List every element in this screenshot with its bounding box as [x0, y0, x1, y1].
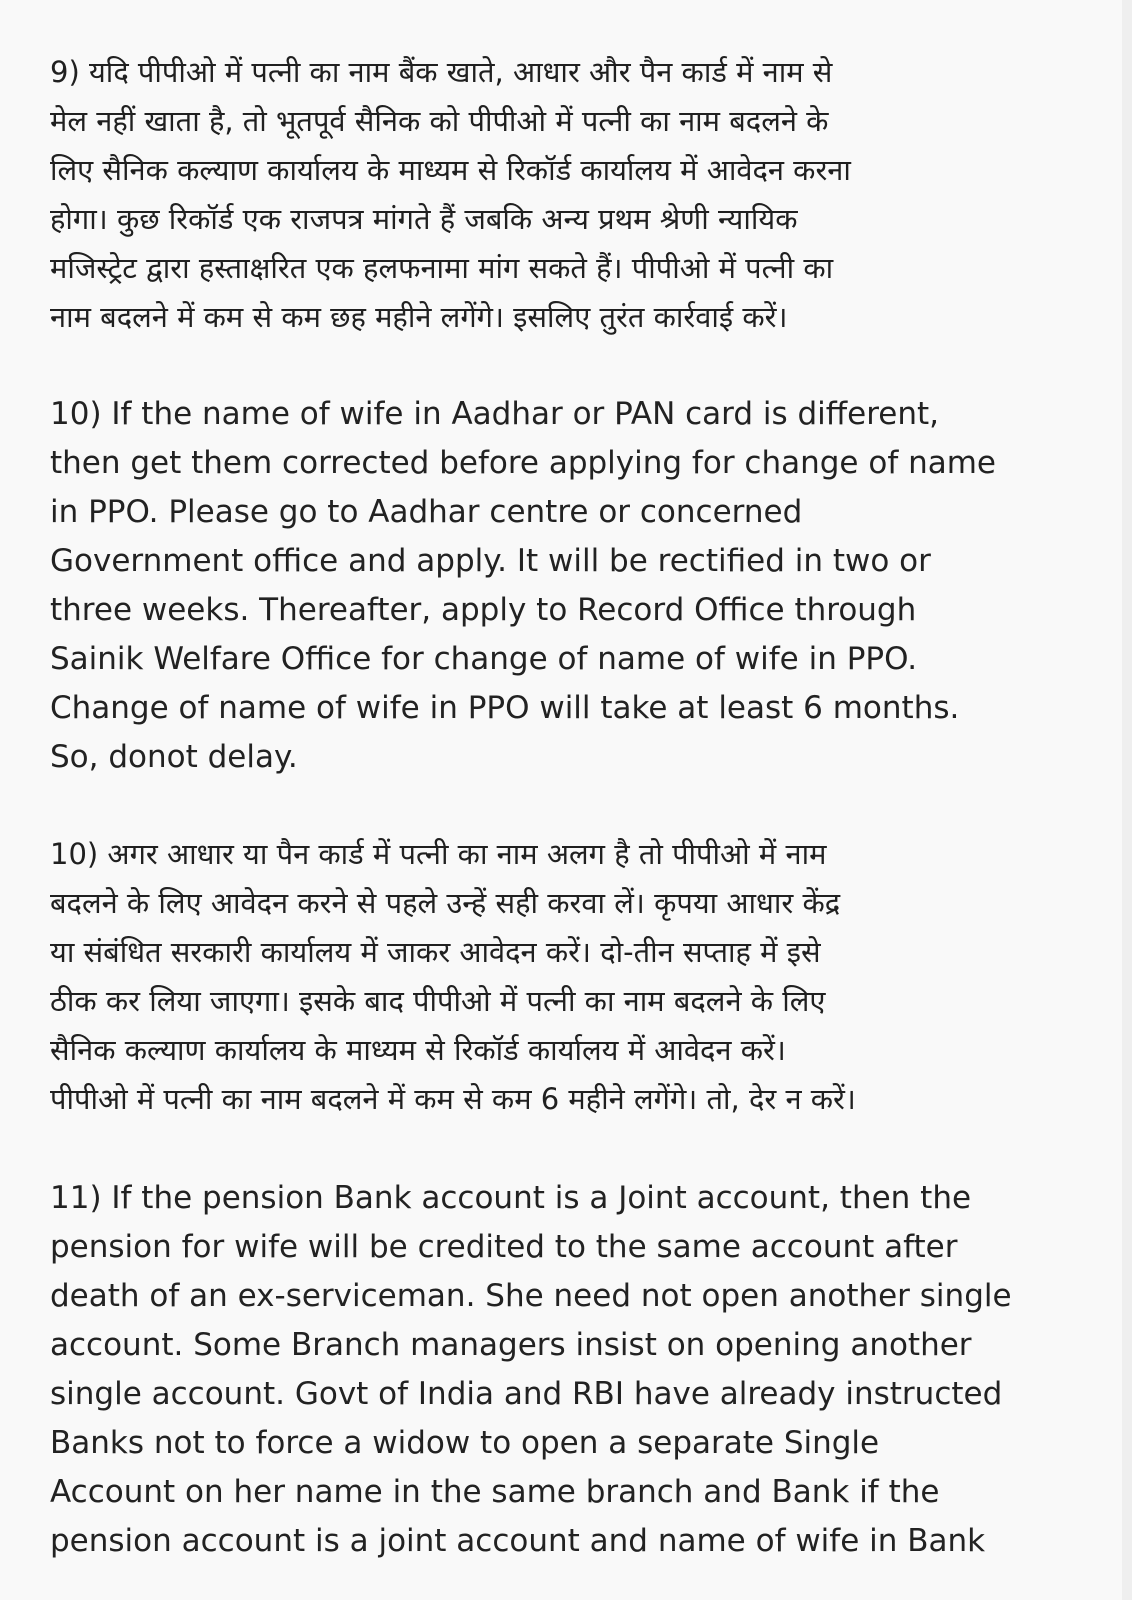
paragraph-10-english-line-4: Government office and apply. It will be rectified in two or — [50, 543, 931, 579]
paragraph-11-english-line-4: account. Some Branch managers insist on opening another — [50, 1327, 972, 1363]
paragraph-10-hindi-line-1: 10) अगर आधार या पैन कार्ड में पत्नी का नाम अलग है तो पीपीओ में नाम — [50, 837, 827, 871]
paragraph-11-english-line-6: Banks not to force a widow to open a separate Single — [50, 1425, 880, 1461]
paragraph-9-hindi-line-1: 9) यदि पीपीओ में पत्नी का नाम बैंक खाते, आधार और पैन कार्ड में नाम से — [50, 55, 833, 89]
paragraph-11-english-line-8: pension account is a joint account and name of wife in Bank — [50, 1523, 986, 1559]
paragraph-9-hindi-line-4: होगा। कुछ रिकॉर्ड एक राजपत्र मांगते हैं जबकि अन्य प्रथम श्रेणी न्यायिक — [50, 202, 798, 236]
paragraph-10-hindi-line-4: ठीक कर लिया जाएगा। इसके बाद पीपीओ में पत्नी का नाम बदलने के लिए — [50, 984, 826, 1018]
paragraph-10-hindi-line-6: पीपीओ में पत्नी का नाम बदलने में कम से कम 6 महीने लगेंगे। तो, देर न करें। — [50, 1082, 856, 1116]
paragraph-11-english-line-1: 11) If the pension Bank account is a Joint account, then the — [50, 1180, 972, 1216]
paragraph-11-english-line-2: pension for wife will be credited to the same account after — [50, 1229, 958, 1265]
paragraph-10-english-line-2: then get them corrected before applying for change of name — [50, 445, 996, 481]
page-right-edge — [1122, 0, 1132, 1600]
paragraph-9-hindi-line-6: नाम बदलने में कम से कम छह महीने लगेंगे। इसलिए तुरंत कार्रवाई करें। — [50, 300, 788, 334]
paragraph-11-english-line-7: Account on her name in the same branch and Bank if the — [50, 1474, 940, 1510]
paragraph-9-hindi-line-2: मेल नहीं खाता है, तो भूतपूर्व सैनिक को पीपीओ में पत्नी का नाम बदलने के — [50, 104, 829, 138]
paragraph-11-english-line-5: single account. Govt of India and RBI have already instructed — [50, 1376, 1003, 1412]
paragraph-10-english-line-8: So, donot delay. — [50, 739, 298, 775]
paragraph-10-english-line-6: Sainik Welfare Office for change of name of wife in PPO. — [50, 641, 918, 677]
paragraph-10-hindi-line-3: या संबंधित सरकारी कार्यालय में जाकर आवेदन करें। दो-तीन सप्ताह में इसे — [50, 935, 821, 969]
paragraph-10-english-line-1: 10) If the name of wife in Aadhar or PAN card is different, — [50, 396, 940, 432]
paragraph-10-english-line-7: Change of name of wife in PPO will take at least 6 months. — [50, 690, 960, 726]
paragraph-10-hindi-line-2: बदलने के लिए आवेदन करने से पहले उन्हें सही करवा लें। कृपया आधार केंद्र — [50, 886, 841, 920]
paragraph-10-hindi-line-5: सैनिक कल्याण कार्यालय के माध्यम से रिकॉर्ड कार्यालय में आवेदन करें। — [50, 1033, 786, 1067]
paragraph-11-english-line-3: death of an ex-serviceman. She need not open another single — [50, 1278, 1012, 1314]
paragraph-10-english-line-3: in PPO. Please go to Aadhar centre or concerned — [50, 494, 803, 530]
paragraph-10-english-line-5: three weeks. Thereafter, apply to Record Office through — [50, 592, 917, 628]
paragraph-9-hindi-line-5: मजिस्ट्रेट द्वारा हस्ताक्षरित एक हलफनामा मांग सकते हैं। पीपीओ में पत्नी का — [50, 251, 834, 285]
paragraph-9-hindi-line-3: लिए सैनिक कल्याण कार्यालय के माध्यम से रिकॉर्ड कार्यालय में आवेदन करना — [50, 153, 851, 187]
